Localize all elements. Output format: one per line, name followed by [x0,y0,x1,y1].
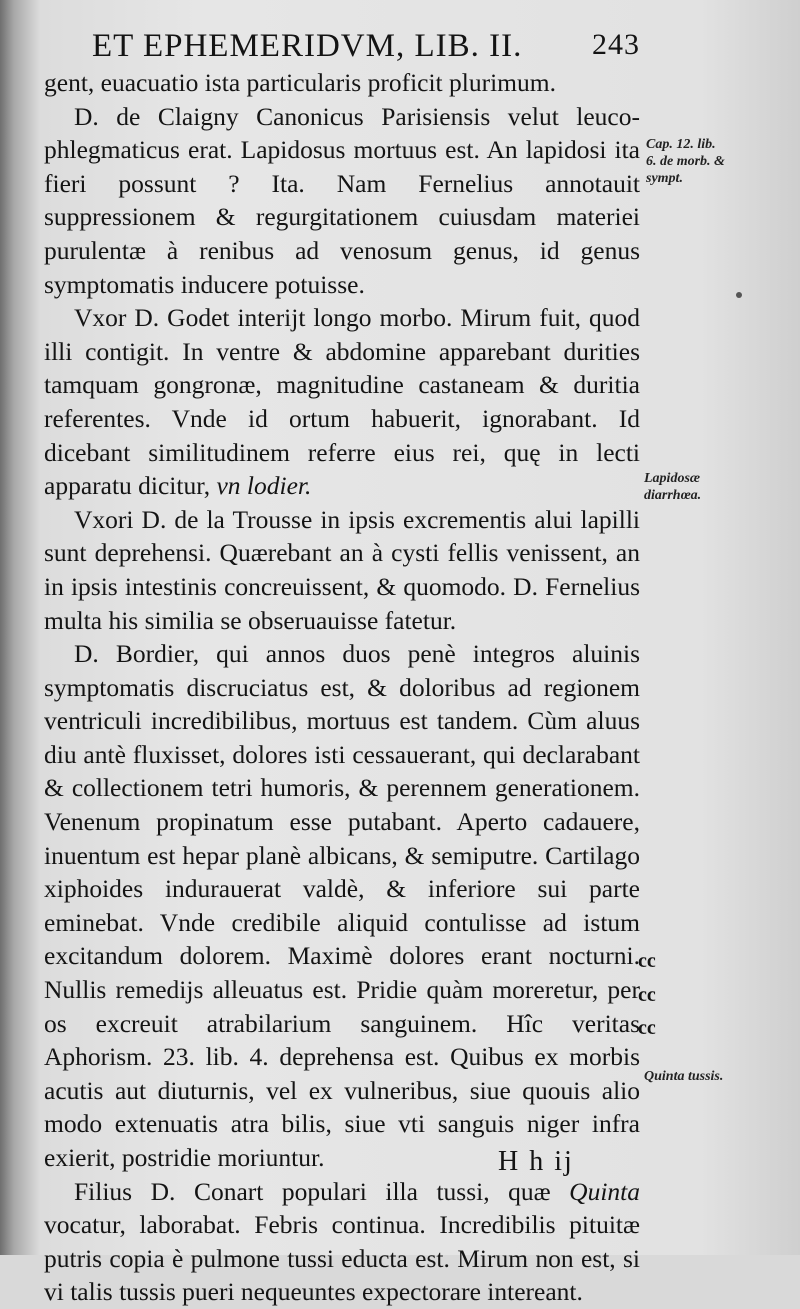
page-number: 243 [592,28,640,61]
signature-mark: H h ij [498,1146,574,1177]
paragraph-2: D. de Claigny Canonicus Parisiensis velut leuco-phlegmaticus erat. Lapidosus mortuus est. An lapidosi ita fieri possunt ? Ita. Nam Fernelius annotauit suppressionem & regurgitationem cuiusdam materiei purulentæ à renibus ad venosum genus, id genus symptomatis inducere potuisse. [44,101,640,299]
paragraph-5: D. Bordier, qui annos duos penè integros aluinis symptomatis discruciatus est, & doloribus ad regionem ventriculi incredibilibus, mortuus est tandem. Cùm aluus diu antè fluxisset, dolores isti cessauerant, qui declarabant & collectionem tetri humoris, & perennem generationem. Venenum propinatum esse putabant. Aperto cadauere, inuentum est hepar planè albicans, & semiputre. Cartilago xiphoides indurauerat valdè, & inferiore sui parte eminebat. Vnde credibile aliquid contulisse ad istum excitandum dolorem. Maximè dolores erant nocturni. Nullis remedijs alleuatus est. Pridie quàm moreretur, per os excreuit atrabilarium sanguinem. Hîc veritas Aphorism. 23. lib. 4. deprehensa est. Quibus ex morbis acutis aut diuturnis, vel ex vulneribus, siue quouis alio modo extenuatis atra bilis, siue vti sanguis niger infra exierit, postridie moriuntur. [44,639,640,1172]
quote-mark: cc [638,983,656,1006]
paragraph-6-text-a: Filius D. Conart populari illa tussi, quæ [74,1176,551,1206]
paragraph-3-italic: vn lodier. [216,471,312,501]
paragraph-1: gent, euacuatio ista particularis proficit plurimum. [44,68,556,97]
margin-note-quinta: Quinta tussis. [644,1069,724,1084]
margin-note-lapidosae: Lapidosæ diarrhœa. [644,471,702,503]
quote-mark: cc [638,950,656,972]
paragraph-3-text: Vxor D. Godet interijt longo morbo. Mirum fuit, quod illi contigit. In ventre & abdomine apparebant durities tamquam gongronæ, magnitudine castaneam & duritia referentes. Vnde id ortum habuerit, ignorabant. Id dicebant similitudinem referre eius rei, quę in lecti apparatu dicitur, [44,303,640,501]
page-header [92,28,640,68]
paragraph-4: Vxori D. de la Trousse in ipsis excrementis alui lapilli sunt deprehensi. Quærebant an à cysti fellis venissent, an in ipsis intestinis concreuissent, & quomodo. D. Fernelius multa his similia se obseruauisse fatetur. [44,504,640,635]
margin-note-reference: Cap. 12. lib. 6. de morb. & sympt. [646,137,725,186]
quote-mark: cc [638,1017,656,1040]
paragraph-6-italic: Quinta [569,1176,640,1206]
ink-speck [736,292,742,298]
body-text [44,66,640,1309]
paragraph-3 [44,301,640,503]
running-title: ET EPHEMERIDVM, LIB. II. [92,28,523,64]
quotation-marks [638,945,668,1046]
paragraph-6 [44,1175,640,1309]
paragraph-6-text-b: vocatur, laborabat. Febris continua. Incredibilis pituitæ putris copia è pulmone tussi educta est. Mirum non est, si vi talis tussis pueri nequeuntes expectorare intereant. [44,1210,640,1307]
